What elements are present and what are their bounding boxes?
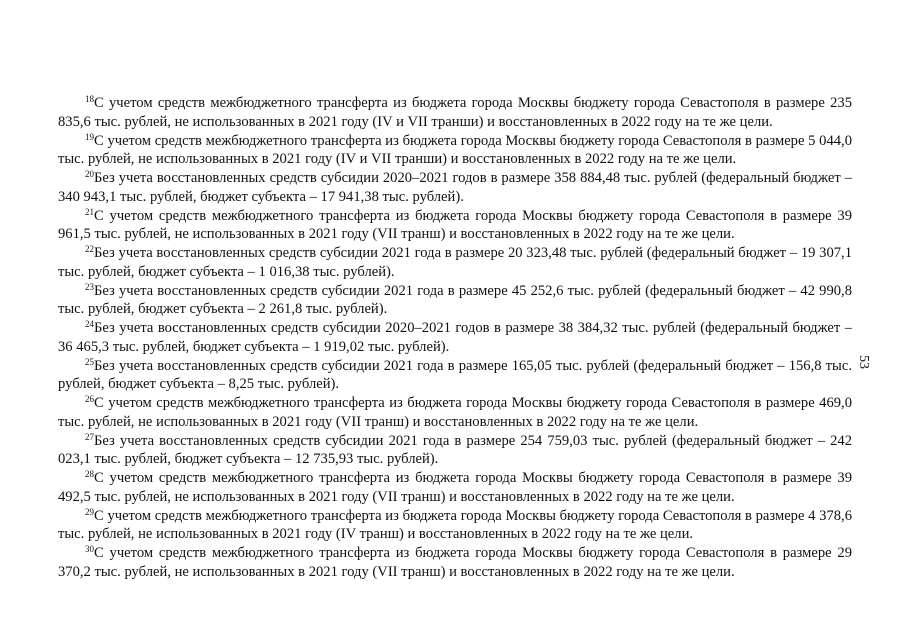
footnote-28	[58, 469, 852, 507]
footnote-text: С учетом средств межбюджетного трансферта из бюджета города Москвы бюджету города Севастополя в размере 235 835,6 тыс. рублей, не использованных в 2021 году (IV и VII транши) и восстановленных в 2022 году на те же цели.	[58, 95, 852, 130]
footnote-number: 18	[85, 94, 94, 104]
footnote-19	[58, 132, 852, 170]
footnote-21	[58, 207, 852, 245]
footnote-number: 26	[85, 394, 94, 404]
footnote-text: С учетом средств межбюджетного трансферта из бюджета города Москвы бюджету города Севастополя в размере 469,0 тыс. рублей, не использованных в 2021 году (VII транш) и восстановленных в 2022 году на те же цели.	[58, 395, 852, 430]
footnote-text: С учетом средств межбюджетного трансферта из бюджета города Москвы бюджету города Севастополя в размере 29 370,2 тыс. рублей, не использованных в 2021 году (VII транш) и восстановленных в 2022 году на те же цели.	[58, 545, 852, 580]
footnote-number: 21	[85, 206, 94, 217]
page-number: 53	[856, 355, 871, 369]
footnote-number: 25	[85, 356, 94, 367]
footnote-number: 19	[85, 131, 94, 142]
footnote-23	[58, 282, 852, 320]
footnote-text: С учетом средств межбюджетного трансферта из бюджета города Москвы бюджету города Севастополя в размере 5 044,0 тыс. рублей, не использованных в 2021 году (IV и VII транши) и восстановленных в 2022 году на те же цели.	[58, 132, 852, 168]
footnote-27	[58, 432, 852, 470]
footnote-18	[58, 94, 852, 132]
footnote-text: Без учета восстановленных средств субсидии 2021 года в размере 45 252,6 тыс. рублей (федеральный бюджет – 42 990,8 тыс. рублей, бюджет субъекта – 2 261,8 тыс. рублей).	[58, 282, 852, 318]
footnote-number: 29	[85, 506, 94, 517]
footnote-30	[58, 544, 852, 582]
footnote-number: 30	[85, 544, 94, 554]
footnote-number: 22	[85, 244, 94, 254]
footnote-20	[58, 169, 852, 207]
footnote-text: Без учета восстановленных средств субсидии 2021 года в размере 20 323,48 тыс. рублей (федеральный бюджет – 19 307,1 тыс. рублей, бюджет субъекта – 1 016,38 тыс. рублей).	[58, 245, 852, 280]
footnote-text: Без учета восстановленных средств субсидии 2020–2021 годов в размере 38 384,32 тыс. рублей (федеральный бюджет – 36 465,3 тыс. рублей, бюджет субъекта – 1 919,02 тыс. рублей).	[58, 320, 852, 355]
footnote-text: Без учета восстановленных средств субсидии 2021 года в размере 254 759,03 тыс. рублей (федеральный бюджет – 242 023,1 тыс. рублей, бюджет субъекта – 12 735,93 тыс. рублей).	[58, 432, 852, 468]
footnotes-block	[58, 94, 852, 582]
footnote-number: 20	[85, 169, 94, 179]
footnote-29	[58, 507, 852, 545]
footnote-text: Без учета восстановленных средств субсидии 2020–2021 годов в размере 358 884,48 тыс. рублей (федеральный бюджет – 340 943,1 тыс. рублей, бюджет субъекта – 17 941,38 тыс. рублей).	[58, 170, 852, 205]
footnote-number: 27	[85, 431, 94, 442]
footnote-text: С учетом средств межбюджетного трансферта из бюджета города Москвы бюджету города Севастополя в размере 4 378,6 тыс. рублей, не использованных в 2021 году (IV транш) и восстановленных в 2022 году на те же цели.	[58, 507, 852, 543]
footnote-25	[58, 357, 852, 395]
footnote-22	[58, 244, 852, 282]
footnote-number: 28	[85, 469, 94, 479]
footnote-26	[58, 394, 852, 432]
footnote-text: С учетом средств межбюджетного трансферта из бюджета города Москвы бюджету города Севастополя в размере 39 961,5 тыс. рублей, не использованных в 2021 году (VII транш) и восстановленных в 2022 году на те же цели.	[58, 207, 852, 243]
footnote-text: Без учета восстановленных средств субсидии 2021 года в размере 165,05 тыс. рублей (федеральный бюджет – 156,8 тыс. рублей, бюджет субъекта – 8,25 тыс. рублей).	[58, 357, 852, 393]
footnote-24	[58, 319, 852, 357]
footnote-text: С учетом средств межбюджетного трансферта из бюджета города Москвы бюджету города Севастополя в размере 39 492,5 тыс. рублей, не использованных в 2021 году (VII транш) и восстановленных в 2022 году на те же цели.	[58, 470, 852, 505]
footnote-number: 23	[85, 281, 94, 292]
footnote-number: 24	[85, 319, 94, 329]
